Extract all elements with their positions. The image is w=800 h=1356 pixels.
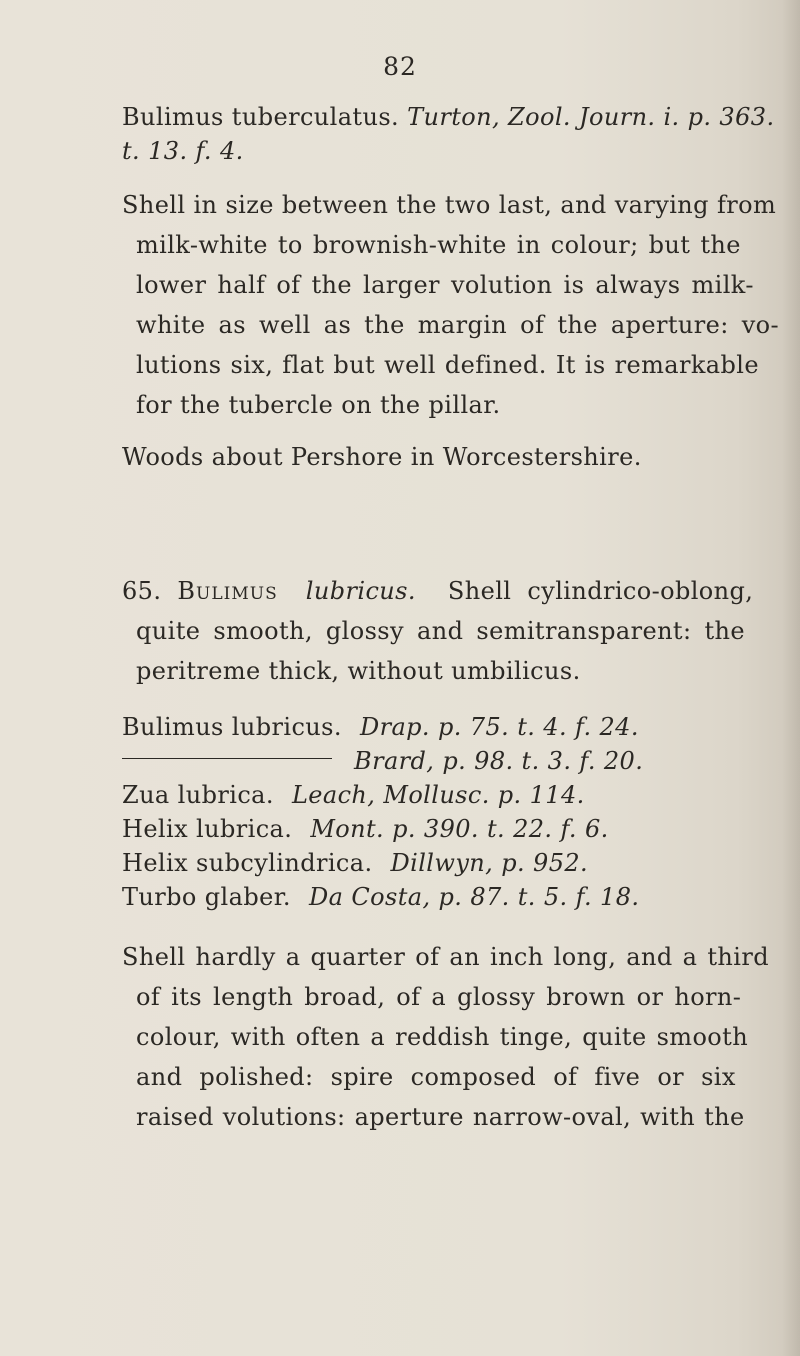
synonym-citation: Mont. p. 390. t. 22. f. 6. — [310, 815, 609, 843]
ditto-rule — [122, 758, 332, 759]
synonym-row — [122, 780, 585, 810]
entry1-desc-line: lower half of the larger volution is always milk- — [136, 271, 754, 299]
entry2-desc-line: Shell hardly a quarter of an inch long, and a third — [122, 943, 769, 971]
synonym-citation: Brard, p. 98. t. 3. f. 20. — [354, 747, 644, 775]
entry2-desc-line: colour, with often a reddish tinge, quite smooth — [136, 1023, 749, 1051]
entry2-desc-line: and polished: spire composed of five or six — [136, 1063, 736, 1091]
entry1-desc-line: for the tubercle on the pillar. — [136, 391, 501, 419]
page-edge-shadow — [782, 0, 800, 1356]
entry1-desc-line: milk-white to brownish-white in colour; but the — [136, 231, 741, 259]
entry1-reference-line1 — [122, 102, 774, 132]
entry1-citation: Turton, Zool. Journ. i. p. 363. — [407, 103, 775, 131]
synonym-row — [122, 814, 609, 844]
synonym-name: Bulimus lubricus. — [122, 713, 342, 741]
entry2-species: lubricus. — [305, 577, 416, 605]
entry2-head-line: quite smooth, glossy and semitransparent: the — [136, 617, 745, 645]
synonym-row — [122, 712, 639, 742]
entry1-desc-line: Shell in size between the two last, and varying from — [122, 191, 777, 219]
entry1-species-name: Bulimus tuberculatus. — [122, 103, 400, 131]
entry2-heading — [122, 576, 753, 606]
entry1-reference-line2: t. 13. f. 4. — [122, 137, 244, 165]
synonym-name: Helix lubrica. — [122, 815, 293, 843]
synonym-citation: Dillwyn, p. 952. — [390, 849, 589, 877]
synonym-name: Zua lubrica. — [122, 781, 274, 809]
synonym-row — [122, 882, 639, 912]
entry2-genus: Bulimus — [177, 577, 278, 605]
synonym-citation: Leach, Mollusc. p. 114. — [291, 781, 585, 809]
synonym-citation: Da Costa, p. 87. t. 5. f. 18. — [309, 883, 640, 911]
entry2-desc-line: raised volutions: aperture narrow-oval, with the — [136, 1103, 745, 1131]
entry2-number: 65. — [122, 577, 162, 605]
entry2-head-line: peritreme thick, without umbilicus. — [136, 657, 581, 685]
entry1-desc-line: lutions six, flat but well defined. It is remarkable — [136, 351, 759, 379]
synonym-row — [122, 848, 588, 878]
synonym-citation: Drap. p. 75. t. 4. f. 24. — [359, 713, 639, 741]
synonym-name: Helix subcylindrica. — [122, 849, 373, 877]
entry2-head-desc: Shell cylindrico-oblong, — [447, 577, 754, 605]
page-number: 82 — [383, 52, 417, 81]
entry1-desc-line: white as well as the margin of the aperture: vo- — [136, 311, 780, 339]
synonym-row — [122, 746, 643, 776]
synonym-name: Turbo glaber. — [122, 883, 291, 911]
entry1-locality: Woods about Pershore in Worcestershire. — [122, 443, 642, 471]
entry2-desc-line: of its length broad, of a glossy brown or horn- — [136, 983, 742, 1011]
